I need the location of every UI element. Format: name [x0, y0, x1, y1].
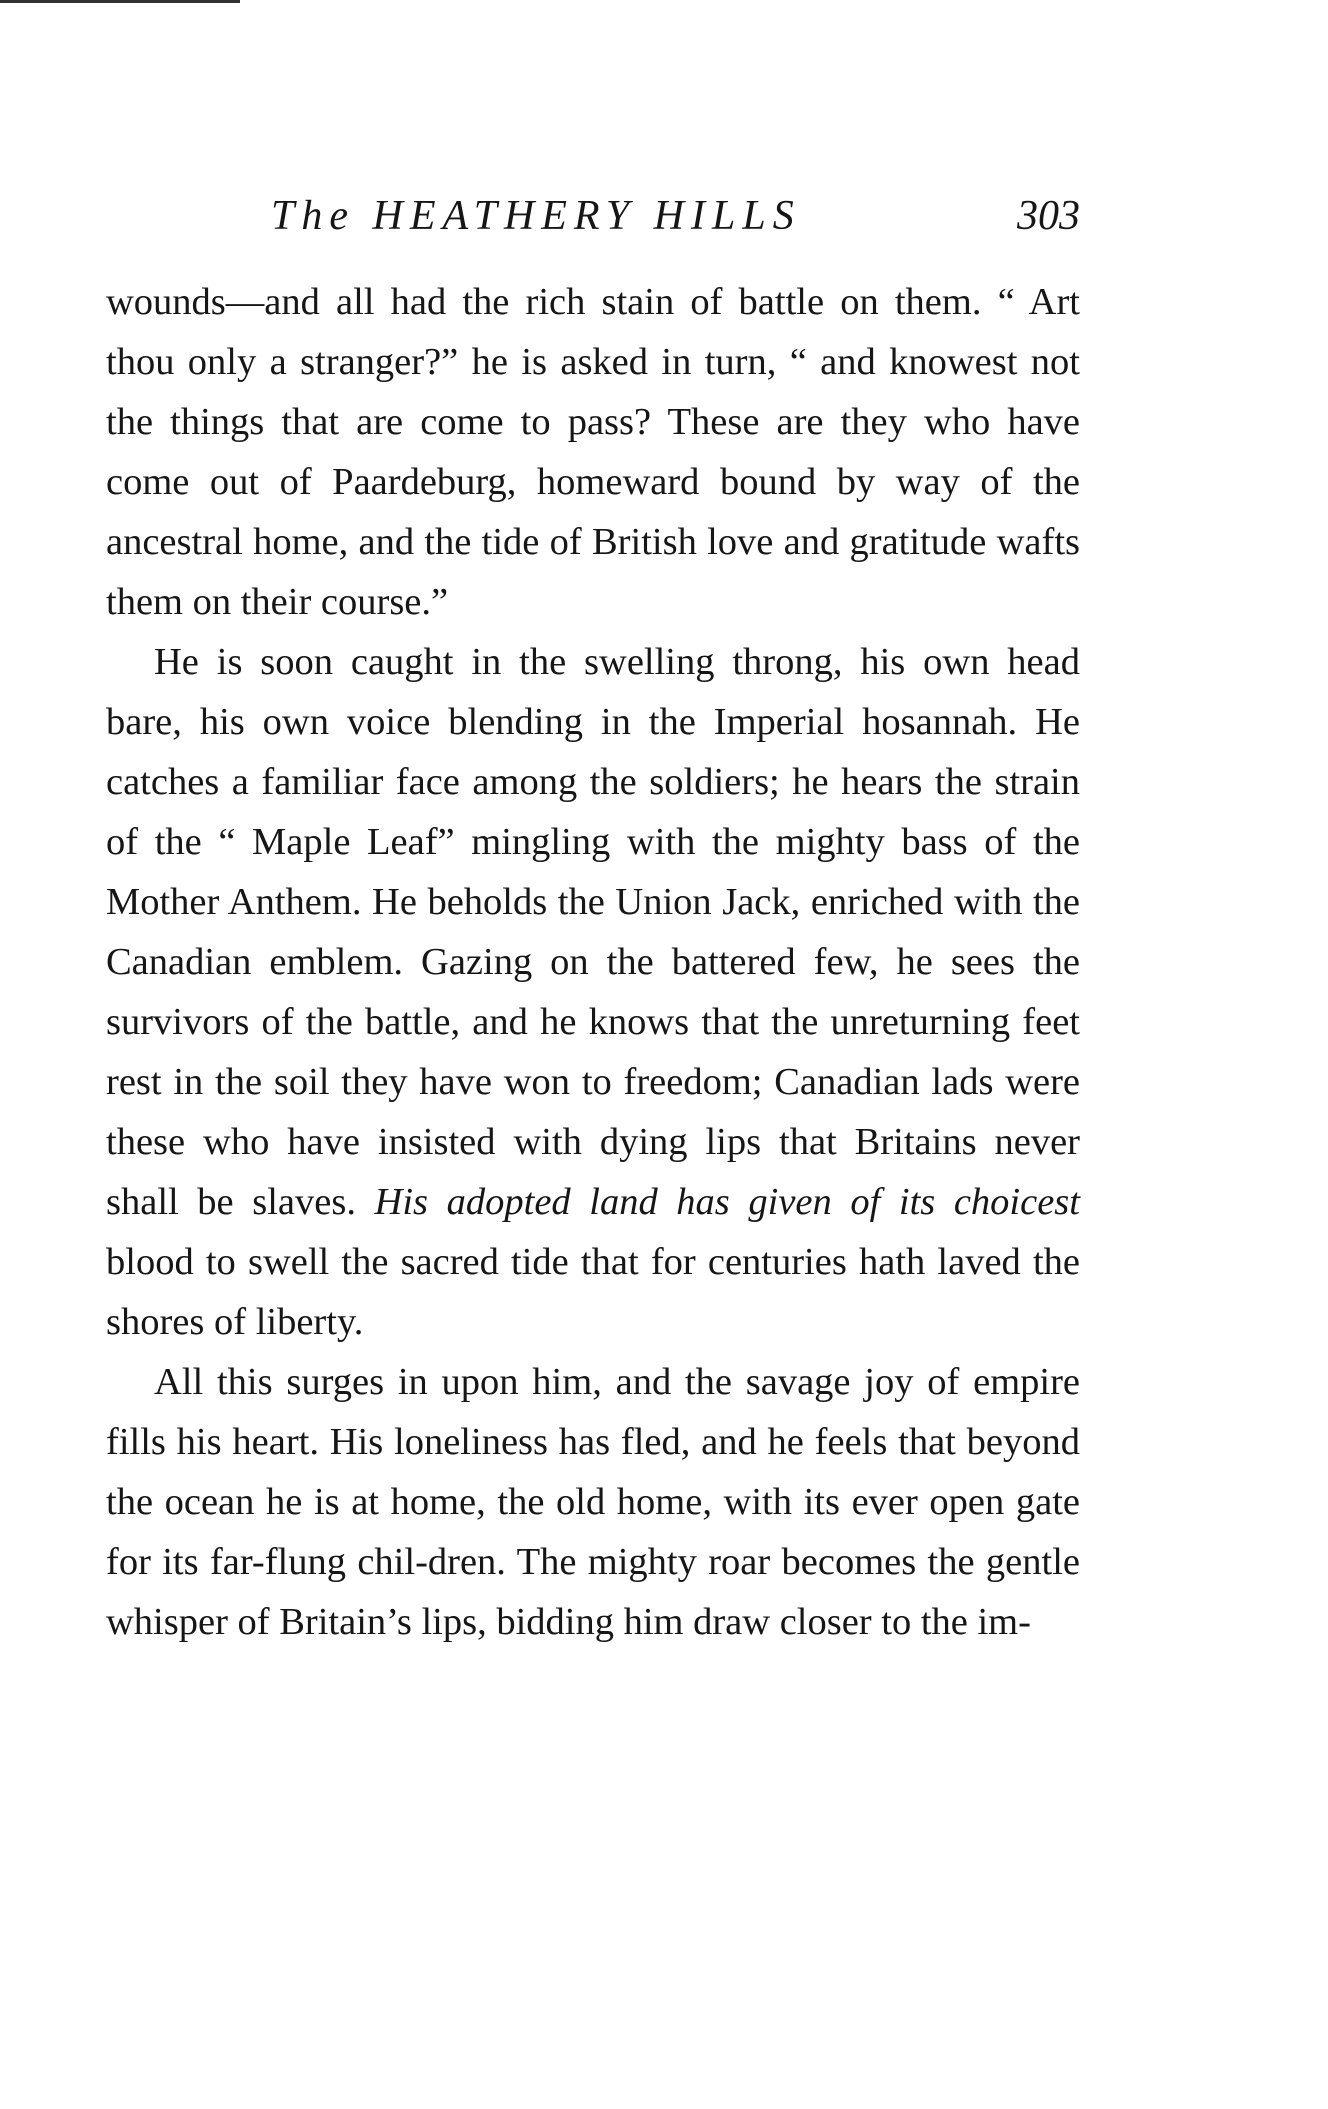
paragraph-text: wounds—and all had the rich stain of battle on them. “ Art thou only a stranger?” he is asked in turn, “ and knowest not the things that are come to pass? These are they who have come out of Paardeburg, homeward bound by way of the ancestral home, and the tide of British love and gratitude wafts them on their course.” — [106, 281, 1080, 623]
paragraph-text: He is soon caught in the swelling throng, his own head bare, his own voice blending in the Imperial hosannah. He catches a familiar face among the soldiers; he hears the strain of the “ Maple Leaf” mingling with the mighty bass of the Mother Anthem. He beholds the Union Jack, enriched with the Canadian emblem. Gazing on the battered few, he sees the survivors of the battle, and he knows that the unreturning feet rest in the soil they have won to freedom; Canadian lads were these who have insisted with dying lips that Britains never shall be slaves. — [106, 641, 1080, 1223]
page-number: 303 — [1017, 193, 1080, 239]
paragraph-text-tail: blood to swell the sacred tide that for centuries hath laved the shores of liberty. — [106, 1241, 1080, 1343]
paragraph-continued — [106, 272, 1080, 632]
paragraph-text: All this surges in upon him, and the savage joy of empire fills his heart. His loneliness has fled, and he feels that beyond the ocean he is at home, the old home, with its ever open gate for its far-flung chil-dren. The mighty roar becomes the gentle whisper of Britain’s lips, bidding him draw closer to the im- — [106, 1361, 1080, 1643]
paragraph — [106, 1352, 1080, 1652]
paragraph-italic-text: His adopted land has given of its choicest — [374, 1181, 1080, 1223]
scan-edge-rule — [0, 0, 240, 3]
paragraph — [106, 632, 1080, 1352]
running-title: The HEATHERY HILLS — [271, 193, 801, 239]
running-head — [106, 192, 1080, 252]
body-text — [106, 272, 1080, 1652]
